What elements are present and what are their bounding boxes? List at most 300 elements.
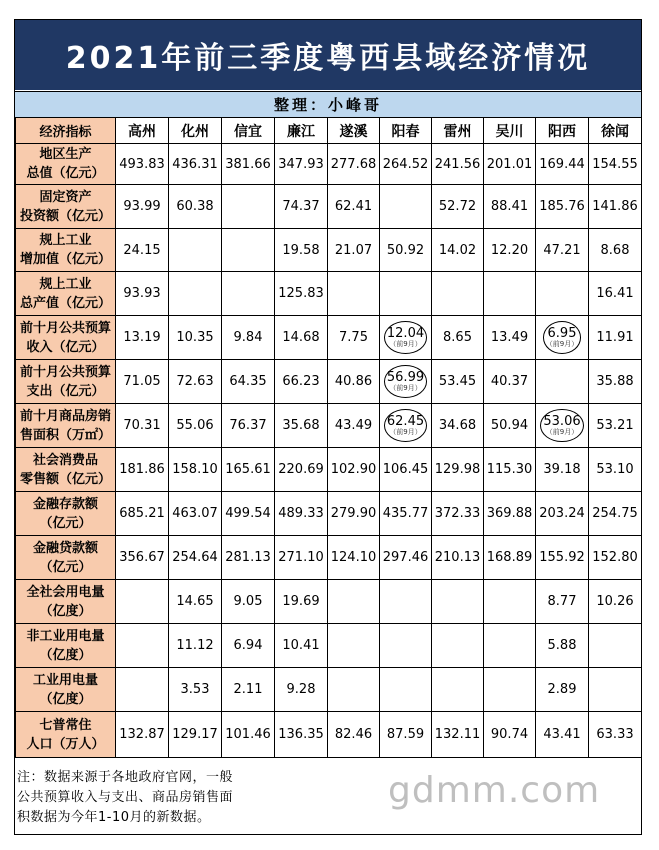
- indicator-label: [16, 492, 116, 536]
- cell-value: 254.75: [592, 506, 638, 521]
- cell-value: 87.59: [386, 727, 425, 742]
- value-cell: [432, 360, 484, 404]
- cell-value: 347.93: [278, 156, 324, 172]
- value-cell: [536, 712, 589, 758]
- value-cell: [484, 624, 536, 668]
- value-cell: [116, 448, 169, 492]
- cell-value: 203.24: [539, 506, 585, 521]
- cell-value-wrap: [123, 330, 160, 345]
- indicator-label-line: （亿元）: [39, 559, 92, 575]
- cell-value-wrap: [119, 462, 165, 477]
- cell-value-wrap: [123, 286, 160, 301]
- table-row: [16, 448, 642, 492]
- cell-value-wrap: [229, 374, 266, 389]
- cell-value: 82.46: [334, 727, 373, 742]
- cell-value-wrap: [176, 638, 213, 653]
- value-cell: [380, 712, 432, 758]
- cell-value-wrap: [331, 157, 377, 172]
- value-cell: [222, 185, 275, 229]
- value-cell: [116, 536, 169, 580]
- value-cell: [536, 624, 589, 668]
- cell-value: 101.46: [225, 727, 271, 742]
- value-cell: [169, 668, 222, 712]
- value-cell: [275, 272, 328, 316]
- value-cell: [432, 580, 484, 624]
- indicator-label-line: 金融贷款额: [32, 540, 98, 556]
- indicator-label: [16, 229, 116, 272]
- cell-value-wrap: [592, 199, 638, 214]
- value-cell: [589, 404, 642, 448]
- cell-value: 53.21: [596, 418, 634, 433]
- value-cell: [328, 448, 380, 492]
- value-cell: [380, 144, 432, 185]
- cell-value-wrap: [383, 462, 429, 477]
- cell-value-wrap: [282, 638, 319, 653]
- cell-value: 129.98: [434, 462, 481, 477]
- value-cell: [432, 404, 484, 448]
- value-cell: [536, 360, 589, 404]
- indicator-label-line: （亿度）: [39, 647, 92, 663]
- cell-value-wrap: [234, 682, 263, 697]
- value-cell: [536, 144, 589, 185]
- cell-value-wrap: [443, 330, 472, 345]
- value-cell: [222, 272, 275, 316]
- cell-value-wrap: [225, 157, 271, 172]
- value-cell: [116, 492, 169, 536]
- cell-value: 60.38: [176, 199, 214, 214]
- table-row: [16, 229, 642, 272]
- cell-value-wrap: [335, 374, 372, 389]
- cell-value: 74.37: [282, 199, 320, 214]
- cell-value: 6.95: [547, 326, 577, 341]
- circled-value: [543, 321, 581, 354]
- cell-value: 181.86: [119, 462, 165, 477]
- value-cell: [380, 360, 432, 404]
- cell-value: 10.26: [596, 594, 634, 609]
- cell-value: 93.93: [123, 286, 161, 301]
- cell-value-wrap: [543, 243, 580, 258]
- value-cell: [589, 492, 642, 536]
- value-cell: [169, 712, 222, 758]
- county-header: 化州: [169, 118, 222, 144]
- cell-value-wrap: [487, 462, 533, 477]
- cell-value-wrap: [278, 462, 324, 477]
- cell-value-wrap: [592, 157, 638, 172]
- cell-value: 372.33: [434, 506, 481, 521]
- cell-value: 19.58: [282, 242, 320, 258]
- indicator-label-line: 增加值（亿元）: [19, 252, 111, 267]
- value-cell: [222, 668, 275, 712]
- indicator-label-line: 人口（万人）: [26, 736, 105, 752]
- cell-value-wrap: [491, 727, 528, 742]
- cell-value: 40.86: [334, 374, 373, 389]
- cell-value: 165.61: [225, 462, 271, 477]
- table-row: [16, 712, 642, 758]
- cell-value-wrap: [596, 418, 633, 433]
- value-cell: [169, 229, 222, 272]
- value-cell: [536, 492, 589, 536]
- value-cell: [536, 536, 589, 580]
- value-cell: [484, 448, 536, 492]
- cell-value: 34.68: [438, 418, 477, 433]
- value-cell: [432, 229, 484, 272]
- footnote-line: 注：数据来源于各地政府官网，一般: [17, 770, 234, 785]
- value-cell: [536, 316, 589, 360]
- value-cell: [380, 404, 432, 448]
- cell-value-wrap: [543, 727, 580, 742]
- indicator-label: [16, 185, 116, 229]
- value-cell: [275, 624, 328, 668]
- value-cell: [380, 448, 432, 492]
- value-cell: [275, 712, 328, 758]
- cell-value: 7.75: [339, 330, 368, 345]
- value-cell: [169, 624, 222, 668]
- value-cell: [222, 624, 275, 668]
- cell-value: 125.83: [278, 286, 324, 301]
- value-cell: [432, 144, 484, 185]
- value-cell: [275, 229, 328, 272]
- value-cell: [536, 580, 589, 624]
- cell-value-wrap: [172, 157, 218, 172]
- value-cell: [275, 185, 328, 229]
- cell-value-wrap: [176, 199, 213, 214]
- cell-value: 39.18: [543, 462, 581, 477]
- cell-value-wrap: [335, 199, 372, 214]
- cell-value-wrap: [439, 199, 476, 214]
- value-cell: [432, 272, 484, 316]
- value-cell: [169, 404, 222, 448]
- cell-value-wrap: [282, 243, 319, 258]
- cell-value: 12.04: [386, 326, 425, 341]
- cell-value: 19.69: [282, 594, 320, 609]
- value-cell: [328, 624, 380, 668]
- cell-value-wrap: [491, 199, 528, 214]
- cell-value-wrap: [176, 374, 213, 389]
- value-cell: [169, 272, 222, 316]
- cell-value-wrap: [487, 506, 533, 521]
- cell-value: 50.94: [490, 418, 529, 433]
- cell-value-wrap: [287, 682, 316, 697]
- cell-value: 463.07: [172, 506, 218, 521]
- value-cell: [380, 185, 432, 229]
- cell-value: 62.41: [334, 199, 373, 214]
- cell-value-wrap: [225, 506, 271, 521]
- value-cell: [432, 185, 484, 229]
- value-cell: [328, 536, 380, 580]
- cell-value-wrap: [539, 157, 585, 172]
- cell-value: 10.41: [282, 638, 320, 653]
- indicator-label: [16, 712, 116, 758]
- indicator-label: [16, 316, 116, 360]
- cell-value-wrap: [383, 550, 429, 565]
- value-cell: [484, 144, 536, 185]
- cell-value: 685.21: [119, 506, 165, 521]
- cell-value-wrap: [596, 330, 633, 345]
- cell-value: 63.33: [596, 727, 634, 742]
- period-note: （前9月）: [389, 384, 422, 392]
- cell-value: 66.23: [282, 374, 320, 389]
- indicator-label-line: 工业用电量: [32, 672, 98, 688]
- value-cell: [116, 316, 169, 360]
- cell-value-wrap: [439, 243, 476, 258]
- cell-value-wrap: [282, 199, 319, 214]
- cell-value-wrap: [487, 550, 533, 565]
- value-cell: [169, 316, 222, 360]
- value-cell: [275, 536, 328, 580]
- value-cell: [589, 668, 642, 712]
- value-cell: [222, 492, 275, 536]
- cell-value-wrap: [435, 550, 481, 565]
- cell-value-wrap: [339, 330, 368, 345]
- table-row: [16, 580, 642, 624]
- cell-value: 13.19: [123, 330, 161, 345]
- indicator-label: [16, 272, 116, 316]
- cell-value: 281.13: [225, 550, 271, 565]
- cell-value: 72.63: [176, 374, 214, 389]
- value-cell: [116, 624, 169, 668]
- cell-value-wrap: [543, 462, 580, 477]
- value-cell: [380, 580, 432, 624]
- cell-value: 254.64: [172, 550, 218, 565]
- cell-value-wrap: [387, 727, 424, 742]
- cell-value-wrap: [596, 594, 633, 609]
- period-note: （前9月）: [389, 428, 422, 436]
- cell-value: 141.86: [592, 199, 638, 214]
- value-cell: [484, 404, 536, 448]
- indicator-label-line: 零售额（亿元）: [19, 471, 111, 487]
- county-header: 遂溪: [328, 118, 380, 144]
- value-cell: [380, 272, 432, 316]
- indicator-label-line: 规上工业: [39, 233, 92, 248]
- cell-value-wrap: [539, 199, 585, 214]
- cell-value: 11.12: [176, 638, 214, 653]
- value-cell: [222, 536, 275, 580]
- value-cell: [536, 229, 589, 272]
- indicator-label: [16, 360, 116, 404]
- subtitle: 整理：小峰哥: [15, 91, 641, 118]
- cell-value-wrap: [225, 727, 271, 742]
- cell-value: 115.30: [486, 462, 533, 477]
- value-cell: [484, 668, 536, 712]
- value-cell: [484, 229, 536, 272]
- value-cell: [116, 668, 169, 712]
- cell-value: 369.88: [486, 506, 533, 521]
- cell-value-wrap: [383, 506, 429, 521]
- cell-value: 43.41: [543, 727, 581, 742]
- cell-value: 90.74: [490, 727, 529, 742]
- county-header: 信宜: [222, 118, 275, 144]
- cell-value: 55.06: [176, 418, 214, 433]
- value-cell: [275, 316, 328, 360]
- value-cell: [589, 316, 642, 360]
- cell-value-wrap: [387, 243, 424, 258]
- cell-value: 50.92: [386, 242, 425, 258]
- value-cell: [222, 144, 275, 185]
- circled-value: [540, 409, 583, 442]
- cell-value-wrap: [435, 506, 481, 521]
- cell-value: 152.80: [592, 550, 638, 565]
- value-cell: [380, 624, 432, 668]
- cell-value-wrap: [435, 462, 481, 477]
- cell-value: 9.84: [233, 330, 263, 345]
- indicator-label-line: 支出（亿元）: [26, 383, 105, 399]
- cell-value-wrap: [335, 727, 372, 742]
- value-cell: [169, 492, 222, 536]
- cell-value: 64.35: [229, 374, 267, 389]
- cell-value: 124.10: [330, 550, 377, 565]
- cell-value: 35.88: [596, 374, 634, 389]
- value-cell: [328, 185, 380, 229]
- value-cell: [328, 360, 380, 404]
- cell-value: 129.17: [172, 727, 218, 742]
- value-cell: [169, 144, 222, 185]
- county-header: 高州: [116, 118, 169, 144]
- value-cell: [536, 668, 589, 712]
- value-cell: [380, 229, 432, 272]
- value-cell: [536, 404, 589, 448]
- cell-value: 88.41: [490, 199, 529, 214]
- circled-value: [384, 365, 427, 398]
- cell-value: 277.68: [330, 156, 377, 172]
- cell-value: 154.55: [592, 156, 638, 172]
- cell-value-wrap: [491, 374, 528, 389]
- value-cell: [589, 536, 642, 580]
- cell-value: 24.15: [123, 242, 161, 258]
- indicator-label-line: 全社会用电量: [26, 584, 105, 600]
- cell-value: 9.05: [233, 594, 263, 609]
- indicator-label: [16, 580, 116, 624]
- cell-value: 11.91: [596, 330, 634, 345]
- cell-value: 220.69: [278, 462, 324, 477]
- value-cell: [116, 712, 169, 758]
- cell-value: 436.31: [172, 156, 218, 172]
- cell-value-wrap: [331, 506, 377, 521]
- value-cell: [432, 536, 484, 580]
- cell-value-wrap: [225, 550, 271, 565]
- cell-value: 56.99: [386, 370, 425, 385]
- cell-value-wrap: [601, 243, 630, 258]
- cell-value: 5.88: [547, 638, 577, 653]
- cell-value: 168.89: [486, 550, 533, 565]
- value-cell: [169, 536, 222, 580]
- watermark: gdmm.com: [388, 770, 601, 811]
- cell-value: 43.49: [334, 418, 373, 433]
- county-header: 雷州: [432, 118, 484, 144]
- cell-value: 93.99: [123, 199, 161, 214]
- circled-value: [384, 409, 427, 442]
- value-cell: [432, 712, 484, 758]
- county-header: 廉江: [275, 118, 328, 144]
- cell-value-wrap: [383, 157, 429, 172]
- cell-value: 158.10: [172, 462, 218, 477]
- indicator-label-line: 非工业用电量: [26, 628, 105, 644]
- value-cell: [169, 360, 222, 404]
- cell-value-wrap: [491, 243, 528, 258]
- cell-value-wrap: [123, 243, 160, 258]
- value-cell: [275, 404, 328, 448]
- value-cell: [380, 316, 432, 360]
- value-cell: [116, 229, 169, 272]
- header-row: [16, 118, 642, 144]
- cell-value-wrap: [439, 418, 476, 433]
- table-row: [16, 492, 642, 536]
- footnote-line: 积数据为今年1-10月的新数据。: [17, 810, 211, 825]
- value-cell: [328, 712, 380, 758]
- cell-value: 14.65: [176, 594, 214, 609]
- indicator-label: [16, 536, 116, 580]
- page-title: 2021年前三季度粤西县域经济情况: [15, 20, 641, 90]
- value-cell: [589, 185, 642, 229]
- value-cell: [116, 360, 169, 404]
- cell-value-wrap: [225, 462, 271, 477]
- period-note: （前9月）: [545, 340, 579, 348]
- cell-value-wrap: [278, 506, 324, 521]
- cell-value: 132.87: [119, 727, 165, 742]
- cell-value: 10.35: [176, 330, 214, 345]
- cell-value-wrap: [539, 506, 585, 521]
- cell-value: 3.53: [180, 682, 210, 697]
- indicator-label-line: （亿度）: [39, 691, 92, 707]
- cell-value: 8.65: [443, 330, 472, 345]
- cell-value: 2.89: [547, 682, 577, 697]
- period-note: （前9月）: [389, 340, 422, 348]
- county-header: 徐闻: [589, 118, 642, 144]
- cell-value-wrap: [123, 374, 160, 389]
- cell-value: 76.37: [229, 418, 267, 433]
- value-cell: [275, 580, 328, 624]
- value-cell: [432, 624, 484, 668]
- cell-value: 16.41: [596, 286, 634, 301]
- cell-value-wrap: [331, 462, 377, 477]
- cell-value: 297.46: [382, 550, 429, 565]
- cell-value-wrap: [119, 506, 165, 521]
- cell-value: 14.02: [438, 242, 477, 258]
- value-cell: [328, 272, 380, 316]
- cell-value-wrap: [234, 638, 263, 653]
- cell-value-wrap: [123, 418, 160, 433]
- cell-value-wrap: [491, 330, 528, 345]
- cell-value-wrap: [172, 462, 218, 477]
- cell-value-wrap: [335, 243, 372, 258]
- table-row: [16, 185, 642, 229]
- cell-value-wrap: [282, 330, 319, 345]
- cell-value-wrap: [435, 157, 481, 172]
- value-cell: [484, 272, 536, 316]
- table-row: [16, 624, 642, 668]
- value-cell: [589, 580, 642, 624]
- cell-value: 6.94: [233, 638, 263, 653]
- table-row: [16, 536, 642, 580]
- cell-value-wrap: [172, 550, 218, 565]
- cell-value: 489.33: [278, 506, 324, 521]
- value-cell: [589, 624, 642, 668]
- cell-value: 52.72: [438, 199, 477, 214]
- cell-value-wrap: [435, 727, 481, 742]
- value-cell: [116, 272, 169, 316]
- cell-value-wrap: [278, 727, 324, 742]
- cell-value-wrap: [335, 418, 372, 433]
- cell-value-wrap: [539, 550, 585, 565]
- cell-value: 185.76: [539, 199, 585, 214]
- cell-value: 210.13: [434, 550, 481, 565]
- cell-value-wrap: [282, 374, 319, 389]
- value-cell: [328, 316, 380, 360]
- cell-value-wrap: [487, 157, 533, 172]
- value-cell: [380, 492, 432, 536]
- table-row: [16, 316, 642, 360]
- cell-value: 53.10: [596, 462, 634, 477]
- value-cell: [116, 185, 169, 229]
